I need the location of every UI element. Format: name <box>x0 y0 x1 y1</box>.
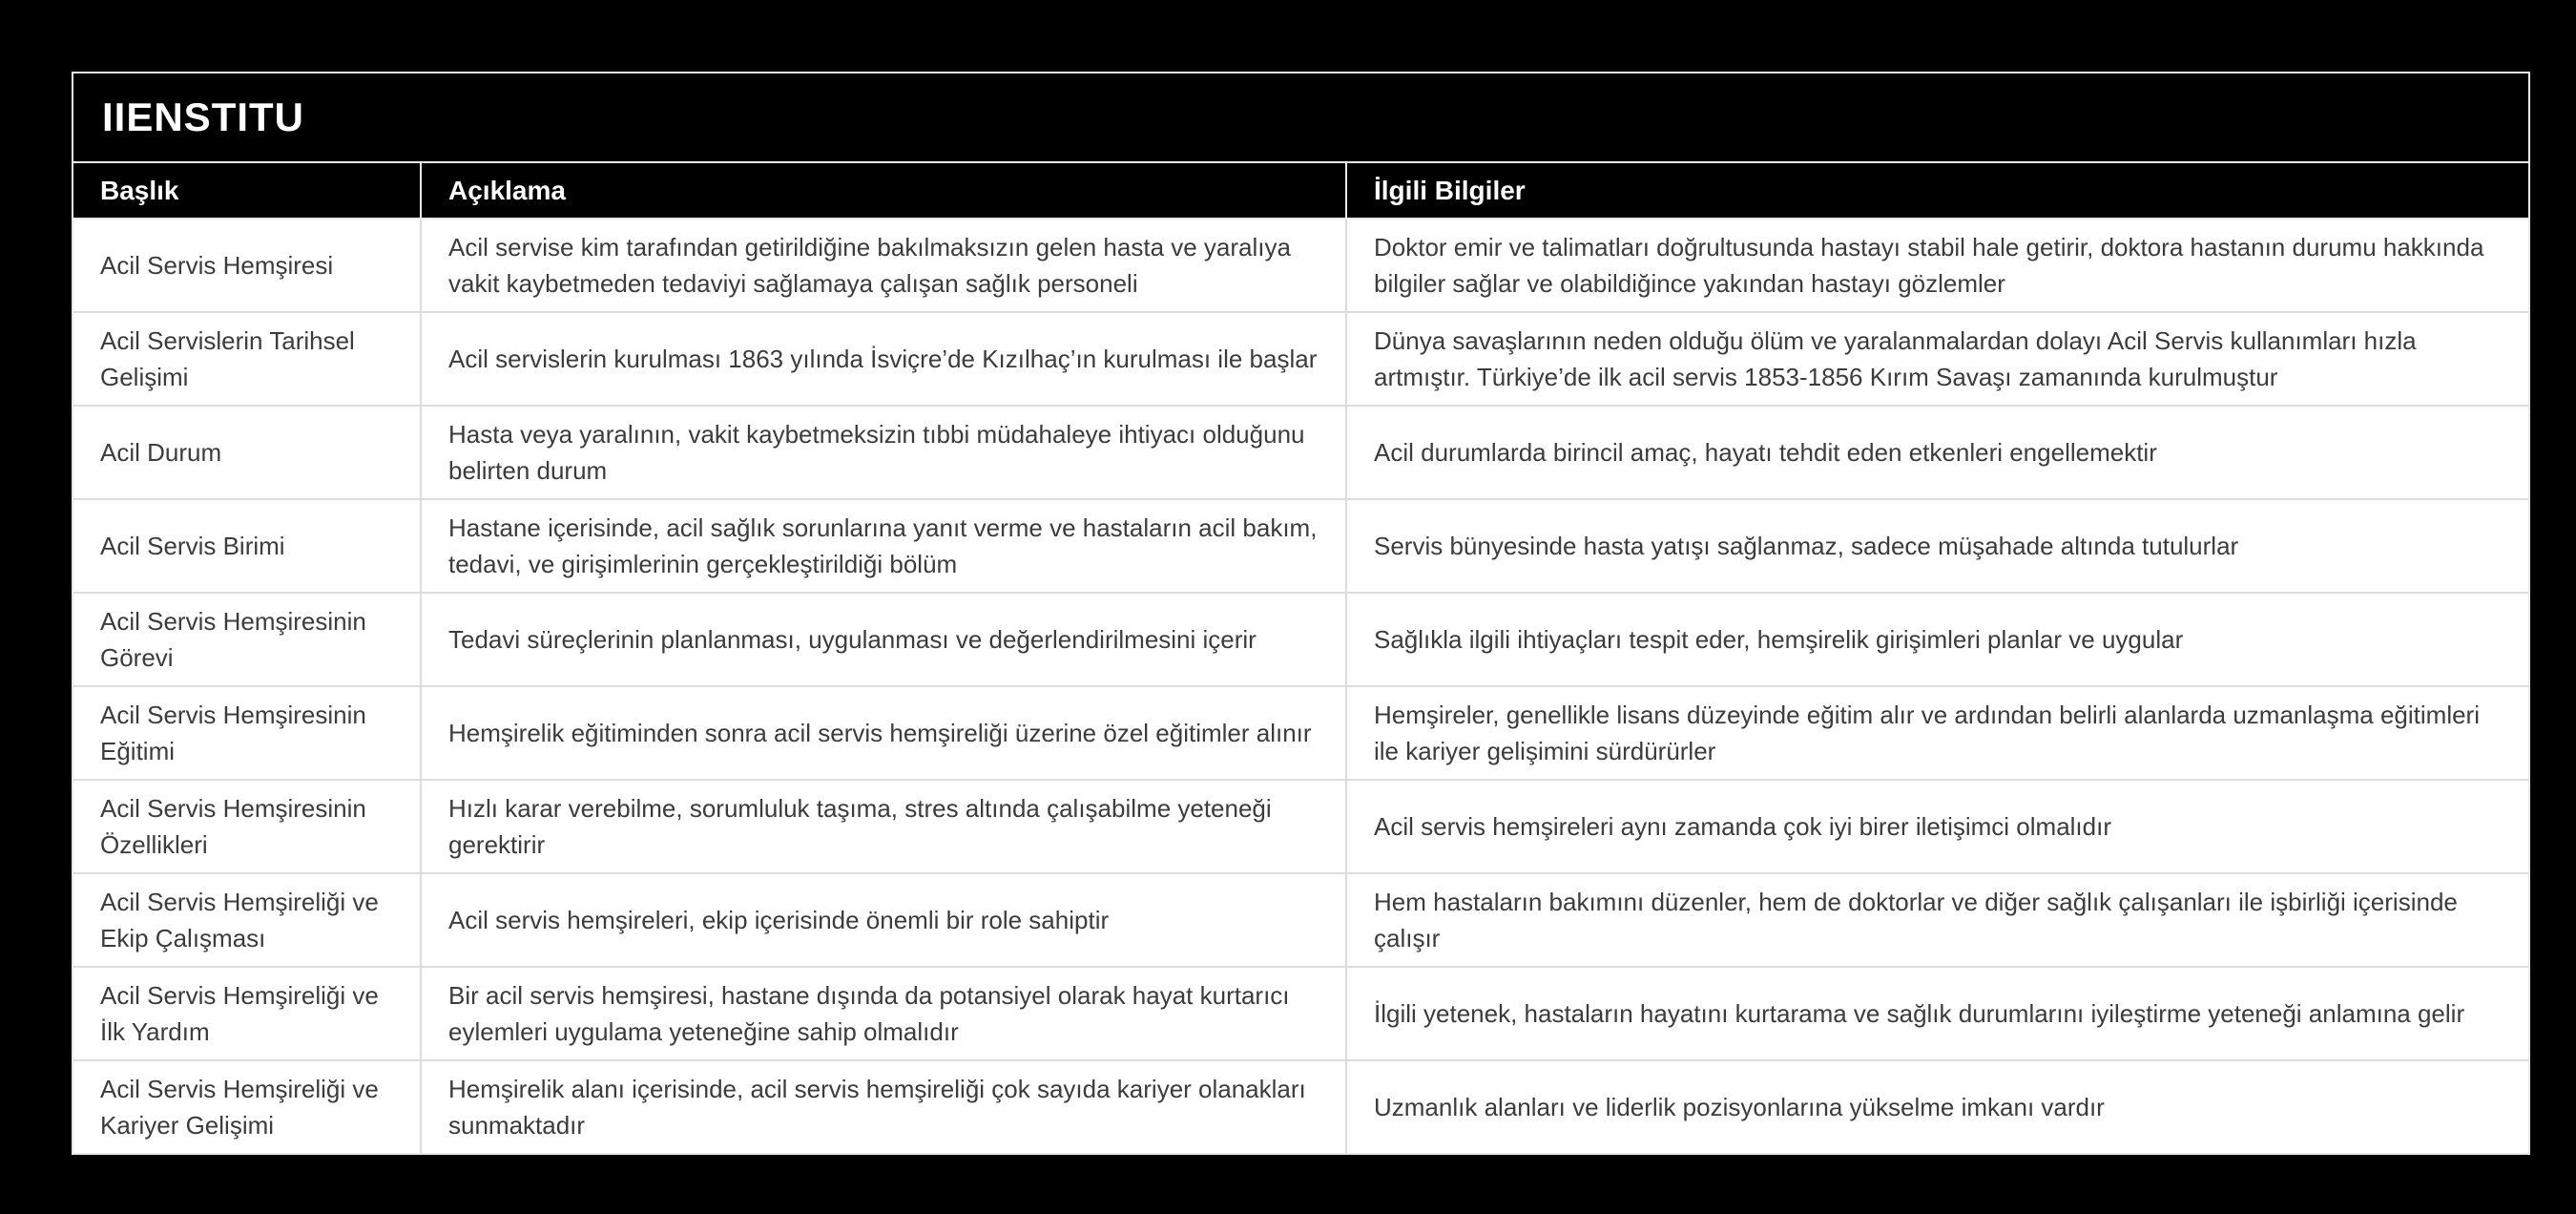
cell-aciklama: Hızlı karar verebilme, sorumluluk taşıma, stres altında çalışabilme yeteneği gerektirir <box>422 781 1347 872</box>
cell-ilgili-bilgiler: Hemşireler, genellikle lisans düzeyinde eğitim alır ve ardından belirli alanlarda uzmanlaşma eğitimleri ile kariyer gelişimini sürdürürler <box>1374 701 2480 765</box>
cell-baslik: Acil Servis Hemşiresinin Eğitimi <box>73 687 422 779</box>
cell-ilgili-bilgiler: Acil servis hemşireleri aynı zamanda çok iyi birer iletişimci olmalıdır <box>1374 812 2111 841</box>
table-row <box>73 687 2528 781</box>
cell-ilgili-bilgiler: Acil durumlarda birincil amaç, hayatı tehdit eden etkenleri engellemektir <box>1374 438 2157 467</box>
cell-aciklama: Acil servis hemşireleri, ekip içerisinde önemli bir role sahiptir <box>422 874 1347 966</box>
cell-baslik: Acil Servis Hemşireliği ve Ekip Çalışması <box>73 874 422 966</box>
table-body <box>73 220 2528 1153</box>
table-row <box>73 500 2528 594</box>
column-header-baslik: Başlık <box>73 163 422 218</box>
cell-ilgili-bilgiler: Doktor emir ve talimatları doğrultusunda hastayı stabil hale getirir, doktora hastanın durumu hakkında bilgiler sağlar ve olabildiğince yakından hastayı gözlemler <box>1374 233 2484 298</box>
column-header-aciklama: Açıklama <box>422 163 1347 218</box>
table-card <box>72 72 2530 1155</box>
cell-baslik: Acil Servis Hemşiresinin Görevi <box>73 594 422 685</box>
cell-ilgili-bilgiler: Sağlıkla ilgili ihtiyaçları tespit eder, hemşirelik girişimleri planlar ve uygular <box>1374 625 2184 654</box>
table-row <box>73 220 2528 313</box>
cell-baslik: Acil Durum <box>73 407 422 498</box>
cell-aciklama: Hastane içerisinde, acil sağlık sorunlarına yanıt verme ve hastaların acil bakım, tedavi, ve girişimlerinin gerçekleştirildiği bölüm <box>422 500 1347 592</box>
cell-baslik: Acil Servis Hemşireliği ve İlk Yardım <box>73 968 422 1059</box>
table-row <box>73 594 2528 687</box>
table-row <box>73 407 2528 500</box>
cell-aciklama: Hasta veya yaralının, vakit kaybetmeksizin tıbbi müdahaleye ihtiyacı olduğunu belirten durum <box>422 407 1347 498</box>
cell-baslik: Acil Servislerin Tarihsel Gelişimi <box>73 313 422 405</box>
table-header-row <box>73 163 2528 220</box>
table-row <box>73 874 2528 968</box>
cell-ilgili-bilgiler: İlgili yetenek, hastaların hayatını kurtarama ve sağlık durumlarını iyileştirme yeteneği anlamına gelir <box>1374 999 2465 1028</box>
table-row <box>73 313 2528 407</box>
cell-aciklama: Bir acil servis hemşiresi, hastane dışında da potansiyel olarak hayat kurtarıcı eylemleri uygulama yeteneğine sahip olmalıdır <box>422 968 1347 1059</box>
cell-ilgili-bilgiler: Servis bünyesinde hasta yatışı sağlanmaz, sadece müşahade altında tutulurlar <box>1374 532 2239 560</box>
cell-ilgili-bilgiler: Dünya savaşlarının neden olduğu ölüm ve yaralanmalardan dolayı Acil Servis kullanımları hızla artmıştır. Türkiye’de ilk acil servis 1853-1856 Kırım Savaşı zamanında kurulmuştur <box>1374 326 2417 391</box>
cell-aciklama: Hemşirelik eğitiminden sonra acil servis hemşireliği üzerine özel eğitimler alınır <box>422 687 1347 779</box>
cell-baslik: Acil Servis Hemşireliği ve Kariyer Gelişimi <box>73 1061 422 1153</box>
page-title: IIENSTITU <box>102 94 305 139</box>
cell-aciklama: Acil servise kim tarafından getirildiğine bakılmaksızın gelen hasta ve yaralıya vakit kaybetmeden tedaviyi sağlamaya çalışan sağlık personeli <box>422 220 1347 311</box>
cell-ilgili-bilgiler: Uzmanlık alanları ve liderlik pozisyonlarına yükselme imkanı vardır <box>1374 1093 2105 1121</box>
title-bar <box>73 73 2528 163</box>
table-row <box>73 781 2528 874</box>
cell-aciklama: Acil servislerin kurulması 1863 yılında İsviçre’de Kızılhaç’ın kurulması ile başlar <box>422 313 1347 405</box>
table-row <box>73 1061 2528 1153</box>
cell-aciklama: Tedavi süreçlerinin planlanması, uygulanması ve değerlendirilmesini içerir <box>422 594 1347 685</box>
cell-baslik: Acil Servis Hemşiresi <box>73 220 422 311</box>
cell-baslik: Acil Servis Birimi <box>73 500 422 592</box>
cell-ilgili-bilgiler: Hem hastaların bakımını düzenler, hem de doktorlar ve diğer sağlık çalışanları ile işbirliği içerisinde çalışır <box>1374 888 2458 952</box>
cell-baslik: Acil Servis Hemşiresinin Özellikleri <box>73 781 422 872</box>
table-row <box>73 968 2528 1061</box>
cell-aciklama: Hemşirelik alanı içerisinde, acil servis hemşireliği çok sayıda kariyer olanakları sunmaktadır <box>422 1061 1347 1153</box>
column-header-ilgili-bilgiler: İlgili Bilgiler <box>1374 175 1526 205</box>
